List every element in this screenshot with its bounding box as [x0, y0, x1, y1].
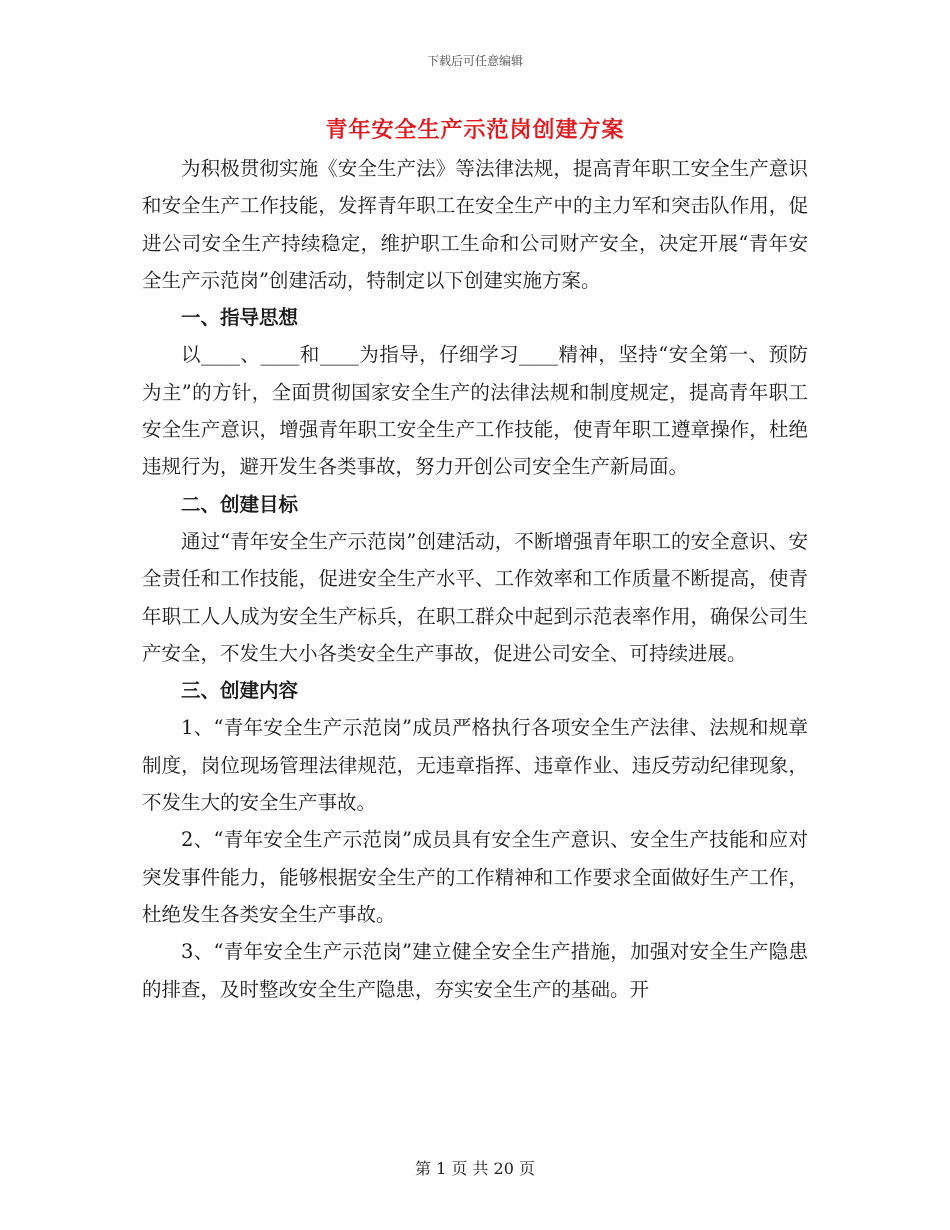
- section-paragraph: 以____、____和____为指导，仔细学习____精神，坚持“安全第一、预防为主”的方针，全面贯彻国家安全生产的法律法规和制度规定，提高青年职工安全生产意识，增强青年职工安全生产工作技能，使青年职工遵章操作，杜绝违规行为，避开发生各类事故，努力开创公司安全生产新局面。: [142, 343, 808, 479]
- section-heading: 三、创建内容: [181, 679, 299, 703]
- list-item: 1、“青年安全生产示范岗”成员严格执行各项安全生产法律、法规和规章制度，岗位现场管理法律规范，无违章指挥、违章作业、违反劳动纪律现象，不发生大的安全生产事故。: [142, 716, 808, 815]
- intro-paragraph: 为积极贯彻实施《安全生产法》等法律法规，提高青年职工安全生产意识和安全生产工作技能，发挥青年职工在安全生产中的主力军和突击队作用，促进公司安全生产持续稳定，维护职工生命和公司财产安全，决定开展“青年安全生产示范岗”创建活动，特制定以下创建实施方案。: [142, 157, 808, 292]
- page-number: 第 1 页 共 20 页: [415, 1159, 535, 1178]
- header-note: 下载后可任意编辑: [426, 54, 523, 68]
- list-item: 2、“青年安全生产示范岗”成员具有安全生产意识、安全生产技能和应对突发事件能力，能够根据安全生产的工作精神和工作要求全面做好生产工作，杜绝发生各类安全生产事故。: [142, 828, 808, 926]
- document-body: [142, 150, 808, 1008]
- document-title: 青年安全生产示范岗创建方案: [325, 117, 625, 143]
- section-heading: 一、指导思想: [181, 306, 299, 330]
- section-paragraph: 通过“青年安全生产示范岗”创建活动，不断增强青年职工的安全意识、安全责任和工作技能，促进安全生产水平、工作效率和工作质量不断提高，使青年职工人人成为安全生产标兵，在职工群众中起到示范表率作用，确保公司生产安全，不发生大小各类安全生产事故，促进公司安全、可持续进展。: [142, 529, 808, 665]
- list-item: 3、“青年安全生产示范岗”建立健全安全生产措施，加强对安全生产隐患的排查，及时整改安全生产隐患，夯实安全生产的基础。开: [142, 940, 808, 1001]
- section-heading: 二、创建目标: [181, 492, 299, 516]
